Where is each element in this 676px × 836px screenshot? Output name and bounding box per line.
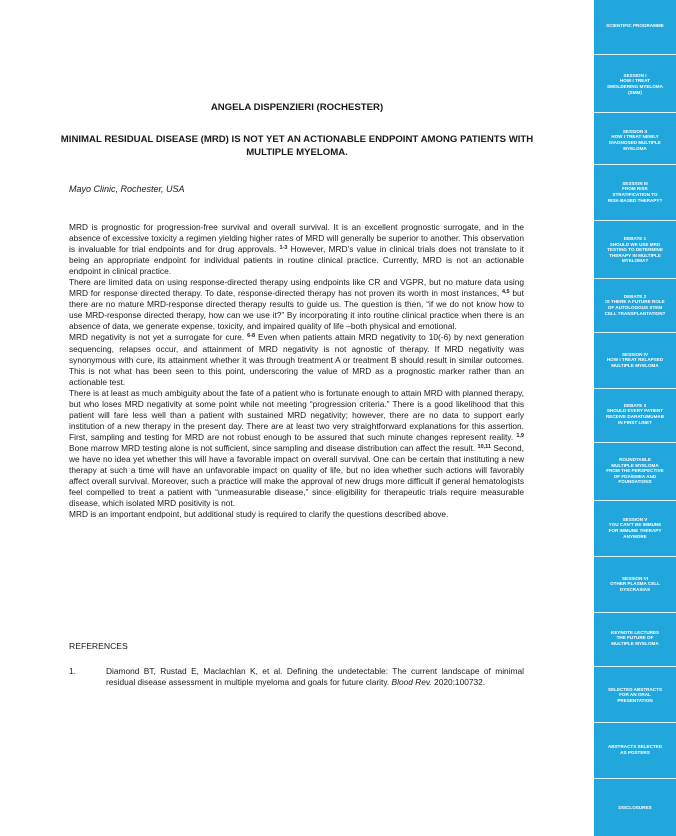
sidebar-item-label: DIAGNOSED MULTIPLE [609,139,661,145]
sidebar-item-label: HOW I TREAT NEWLY [611,134,659,140]
sidebar-item-label: MULTIPLE MYELOMA [611,362,659,368]
sidebar-item-label: MULTIPLE MYELOMA [611,640,659,646]
sidebar-item[interactable] [594,181,676,203]
sidebar-item-label: OTHER PLASMA CELL [610,581,660,587]
paragraph: MRD is prognostic for progression-free survival and overall survival. It is an excellent prognostic surrogate, and in the absence of excessive toxicity a regimen yielding higher rates of MRD will generally be superior to another. This observation is invaluable for trial endpoints and for drug approvals. $^{1-3}$ However, MRD’s value in clinical trials does not translate to it being an appropriate endpoint for individual patients in routine clinical practice. Currently, MRD is not an actionable endpoint in clinical practice. [69,222,525,277]
sidebar-divider [594,278,676,279]
affiliation: Mayo Clinic, Rochester, USA [69,184,185,194]
sidebar-item-label: SESSION VI [621,575,649,581]
sidebar-item-label: MYELOMA? [621,258,649,264]
sidebar-divider [594,442,676,443]
sidebar-item-label: DISCLOSURES [618,805,652,811]
sidebar-item-label: THERAPY IN MULTIPLE [609,252,661,258]
sidebar-item-label: RISK-BASED THERAPY? [607,197,663,203]
sidebar-item-label: SMOLDERING MYELOMA [607,83,663,89]
sidebar-item-label: RECEIVE DARATUMUMAB [605,413,665,419]
sidebar-item[interactable] [594,23,676,29]
sidebar-item-label: CELL TRANSPLANTATION? [604,310,666,316]
sidebar-item[interactable] [594,457,676,485]
sidebar-item-label: ROUNDTABLE [619,457,651,463]
citation: 1-3 [279,245,288,252]
sidebar-item[interactable] [594,403,676,425]
sidebar-item-label: SELECTED ABSTRACTS [608,686,662,692]
sidebar-item-label: HOW I TREAT RELAPSED [606,357,664,363]
sidebar-item-label: FOR AN ORAL [619,692,651,698]
sidebar-item-label: OF FDA/EMEA AND [613,473,657,479]
sidebar-item-label: DEBATE 1 [623,236,647,242]
sidebar-item[interactable] [594,129,676,151]
sidebar-item-label: FOUNDATIONS [618,479,652,485]
sidebar-divider [594,556,676,557]
sidebar-item-label: THE FUTURE OF [616,635,654,641]
sidebar-item-label: SESSION II [622,128,648,134]
sidebar-item-label: MULTIPLE MYELOMA [611,462,659,468]
sidebar-item-label: DEBATE 2 [623,293,647,299]
sidebar-item-label: ABSTRACTS SELECTED [607,744,663,750]
sidebar-item-label: SHOULD WE USE MRD [609,241,661,247]
paragraph: MRD is an important endpoint, but additional study is required to clarify the questions described above. [69,509,449,520]
sidebar-item-label: PRESENTATION [617,697,653,703]
sidebar-item-label: KEYNOTE LECTURES [610,629,660,635]
journal-name: Blood Rev. [391,677,432,688]
sidebar-item-label: ANYMORE [623,533,647,539]
sidebar-item[interactable] [594,294,676,316]
sidebar-item-label: (SMM) [628,89,642,95]
sidebar-item[interactable] [594,576,676,593]
sidebar-item-label: DEBATE 3 [623,402,647,408]
abstract-body [69,222,524,520]
sidebar-item-label: YOU CAN'T BE IMMUNE [608,522,662,528]
reference-text: Diamond BT, Rustad E, Maclachlan K, et al. Defining the undetectable: The current landscape of minimal residual disease assessment in multiple myeloma and goals for future clarity. Blood Rev. 2020:100732. [106,666,524,688]
sidebar-divider [594,54,676,55]
sidebar-divider [594,500,676,501]
citation: 4,5 [501,289,510,296]
sidebar-item-label: HOW I TREAT [619,78,650,84]
sidebar-item[interactable] [594,805,676,811]
sidebar-item-label: DYSCRASIAS [619,586,651,592]
sidebar-item-label: AS POSTERS [620,749,650,755]
sidebar-divider [594,112,676,113]
programme-sidebar [594,0,676,836]
sidebar-item[interactable] [594,236,676,264]
references-heading: REFERENCES [69,641,128,651]
sidebar-divider [594,388,676,389]
paragraph: There are limited data on using response-directed therapy using endpoints like CR and VGPR, but no mature data using MRD for response directed therapy. To date, response-directed therapy has not proven its worth in most instances, $^{4,5}$ but there are no mature MRD-response directed therapy results to guide us. The question is then, “if we do not know how to use MRD-response directed therapy, how can we use it?” By incorporating it into routine clinical practice when there is an absence of data, we generate expense, toxicity, and impaired quality of life –both physical and emotional. [69,277,524,332]
sidebar-divider [594,666,676,667]
sidebar-item-label: SESSION I [623,72,647,78]
paragraph: MRD negativity is not yet a surrogate for cure. $^{6-8}$ Even when patients attain MRD negativity to 10(-6) by next generation sequencing, relapses occur, and attainment of MRD negativity is not agnostic of therapy. If MRD negativity was synonymous with cure, its attainment whether it was through treatment A or treatment B should result in similar outcomes. This is not what has been seen to this point, underscoring the value of MRD as a prognostic marker rather than an actionable test. [69,332,524,387]
sidebar-divider [594,332,676,333]
sidebar-item-label: MYELOMA [623,145,647,151]
abstract-title: MINIMAL RESIDUAL DISEASE (MRD) IS NOT YET AN ACTIONABLE ENDPOINT AMONG PATIENTS WITH MULTIPLE MYELOMA. [60,134,534,158]
sidebar-item[interactable] [594,687,676,704]
sidebar-item-label: FOR IMMUNE THERAPY [608,527,662,533]
sidebar-divider [594,722,676,723]
sidebar-item-label: SHOULD EVERY PATIENT [606,408,664,414]
sidebar-item-label: FROM RISK [622,186,648,192]
sidebar-item-label: IN FIRST LINE? [618,419,652,425]
author-heading: ANGELA DISPENZIERI (ROCHESTER) [210,102,384,113]
sidebar-item[interactable] [594,744,676,755]
sidebar-item[interactable] [594,73,676,95]
sidebar-item-label: TESTING TO DETERMINE [607,247,663,253]
paragraph: There is at least as much ambiguity about the fate of a patient who is fortunate enough to attain MRD with planned therapy, but who loses MRD negativity at some point while not meeting “progression criteria.” There is a good likelihood that this patient will fare less well than a patient with sustained MRD negativity; however, there are no data to support early institution of a new therapy in the present day. There are at least two very straightforward explanations for this assertion. First, sampling and testing for MRD are not robust enough to be assured that such minute changes represent reality. $^{1,9}$ Bone marrow MRD testing alone is not sufficient, since sampling and disease distribution can affect the result. $^{10,11}$ Second, we have no idea yet whether this will have a favorable impact on overall survival. One can be certain that instituting a new therapy at such a time will have an unfavorable impact on quality of life, but no idea whether such actions will favorably affect overall survival. Moreover, such a practice will make the approval of new drugs more difficult if general hematologists feel compelled to treat a patient with “unmeasurable disease,” since eligibility for therapeutic trials require measurable disease, which isolated MRD positivity is not. [69,387,525,509]
citation: 1,9 [516,432,524,439]
sidebar-divider [594,220,676,221]
sidebar-item-label: STRATIFICATION TO [612,191,658,197]
citation: 6-8 [247,333,256,340]
sidebar-item-label: SESSION IV [621,351,649,357]
sidebar-divider [594,164,676,165]
sidebar-item[interactable] [594,630,676,647]
sidebar-item-label: OF AUTOLOGOUS STEM [607,304,663,310]
sidebar-item-label: SESSION V [622,516,648,522]
sidebar-item[interactable] [594,352,676,369]
sidebar-item-label: SESSION III [622,180,648,186]
sidebar-item[interactable] [594,517,676,539]
sidebar-divider [594,612,676,613]
reference-number: 1. [69,666,76,676]
reference-item [69,666,524,688]
sidebar-item-label: FROM THE PERSPECTIVE [606,468,664,474]
citation: 10,11 [477,443,491,450]
sidebar-item-label: IS THERE A FUTURE ROLE [605,299,665,305]
sidebar-divider [594,778,676,779]
sidebar-item-label: SCIENTIFIC PROGRAMME [606,23,664,29]
